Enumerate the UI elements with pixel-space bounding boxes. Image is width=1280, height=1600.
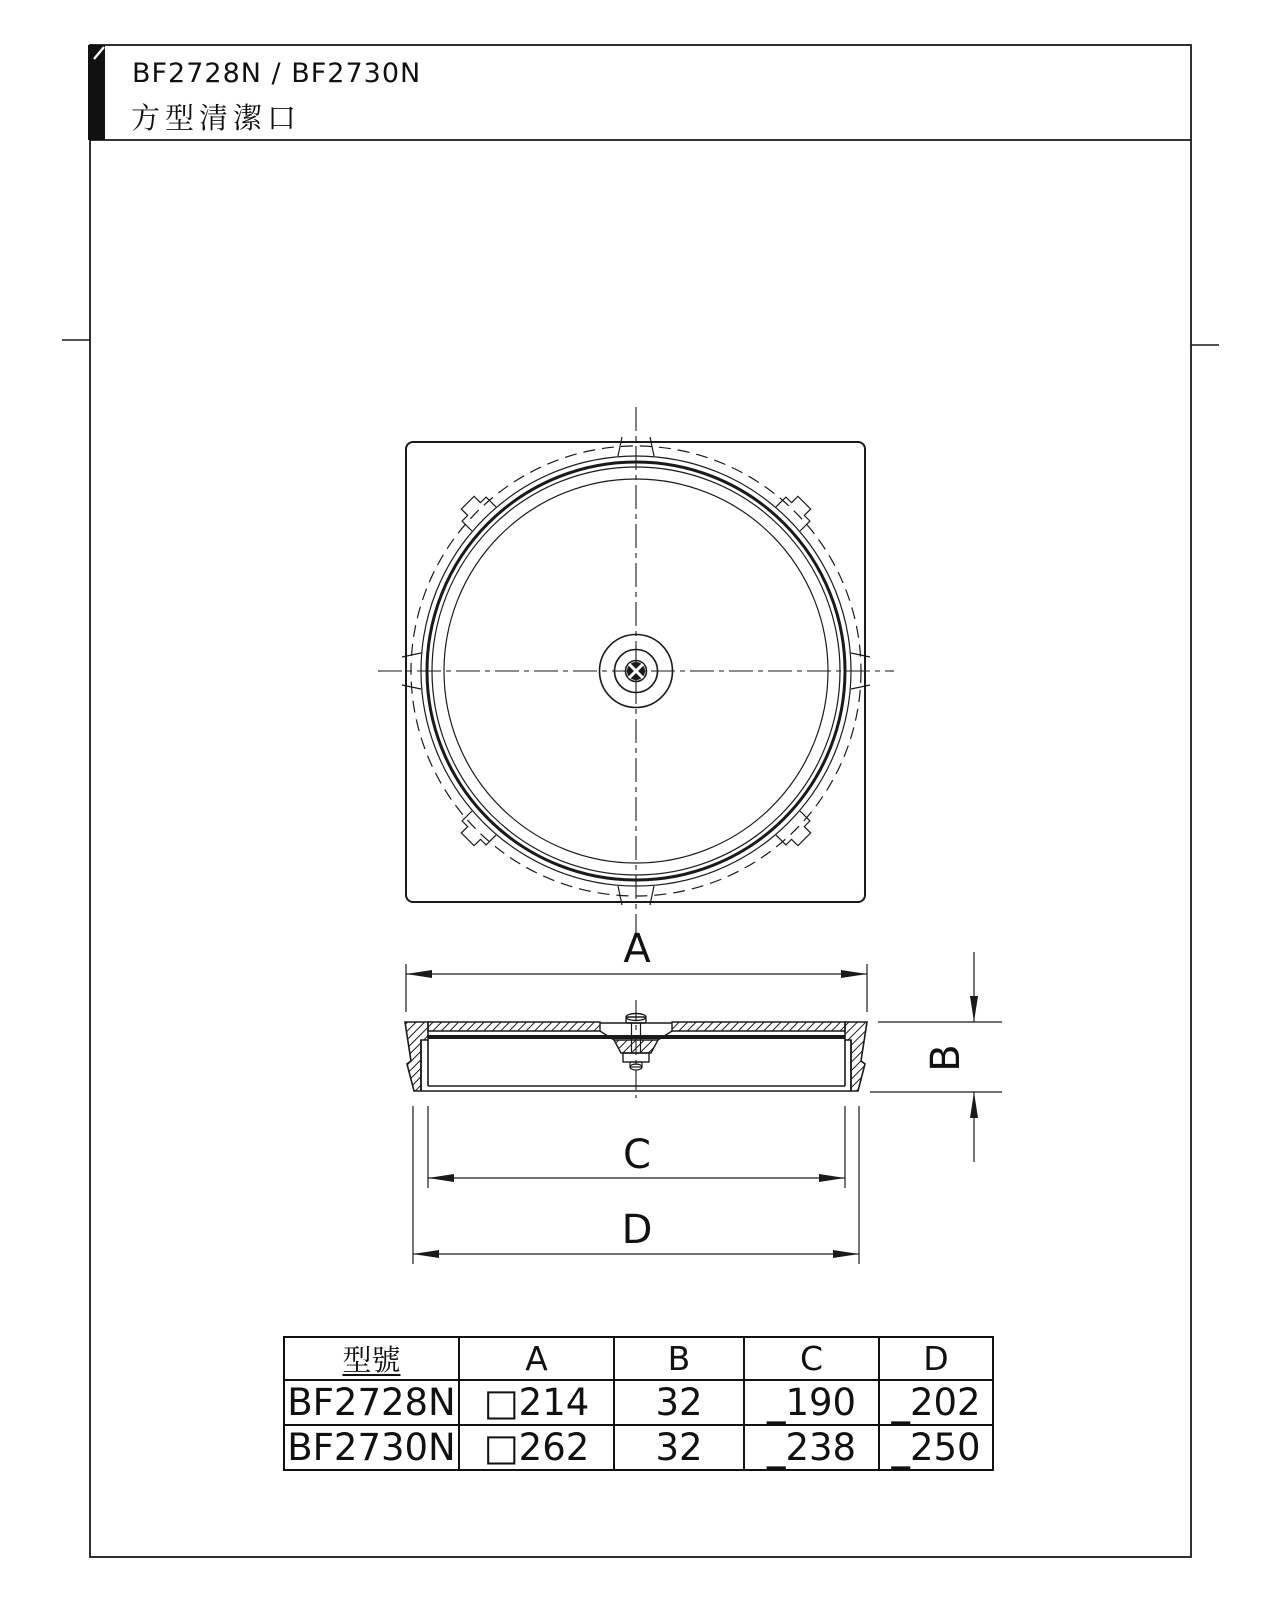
cell-model: BF2728N	[284, 1380, 459, 1425]
col-header-model: 型號	[284, 1337, 459, 1380]
cell-a: □262	[459, 1425, 614, 1470]
top-view	[378, 407, 894, 936]
cell-d: _250	[879, 1425, 993, 1470]
cell-a: □214	[459, 1380, 614, 1425]
dimension-c	[428, 1106, 845, 1188]
cell-d: _202	[879, 1380, 993, 1425]
cell-c: _238	[744, 1425, 879, 1470]
spec-table-header-row	[284, 1337, 993, 1380]
dimension-d	[413, 1106, 859, 1264]
dimension-b	[870, 952, 1002, 1162]
page-subtitle-zh: 方型清潔口	[131, 101, 302, 135]
right-frame-section	[845, 1022, 867, 1091]
col-header-a: A	[459, 1337, 614, 1380]
side-section-view	[405, 1000, 867, 1098]
cell-b: 32	[614, 1425, 744, 1470]
dim-label-b: B	[923, 1044, 969, 1072]
col-header-b: B	[614, 1337, 744, 1380]
spec-table	[283, 1336, 994, 1471]
dim-label-c: C	[623, 1132, 651, 1178]
col-header-d: D	[879, 1337, 993, 1380]
lid-plate-right	[672, 1022, 845, 1031]
spec-row-bf2728n	[284, 1380, 993, 1425]
dimension-a	[406, 926, 867, 1012]
dim-label-a: A	[623, 926, 651, 972]
center-bolt-section	[614, 1014, 658, 1071]
page-frame	[62, 45, 1219, 1557]
cell-c: _190	[744, 1380, 879, 1425]
cell-b: 32	[614, 1380, 744, 1425]
header-black-bar	[88, 45, 105, 140]
spec-row-bf2730n	[284, 1425, 993, 1470]
col-header-c: C	[744, 1337, 879, 1380]
left-frame-section	[405, 1022, 428, 1091]
cell-model: BF2730N	[284, 1425, 459, 1470]
lid-plate-left	[428, 1022, 600, 1031]
page-title-models: BF2728N / BF2730N	[132, 58, 422, 89]
dim-label-d: D	[621, 1207, 653, 1253]
